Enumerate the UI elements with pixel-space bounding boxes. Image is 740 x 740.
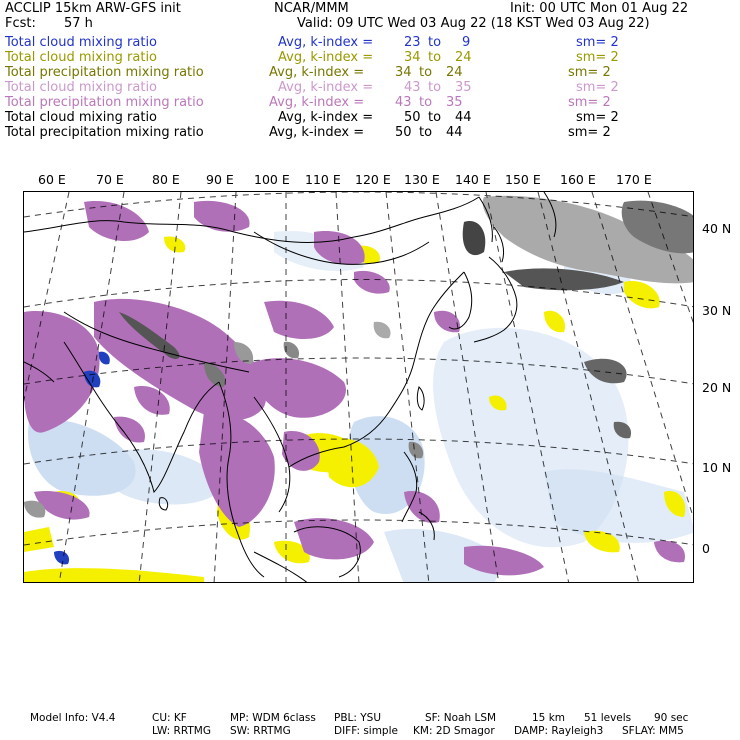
legend-k2: 9 — [462, 35, 471, 50]
legend-field: Total precipitation mixing ratio — [5, 65, 204, 80]
legend-k1: 23 — [404, 35, 421, 50]
lat-label: 0 — [702, 541, 710, 556]
legend-sm: sm= 2 — [568, 65, 611, 80]
legend-sm: sm= 2 — [568, 125, 611, 140]
legend-k2: 35 — [455, 80, 472, 95]
legend-to: to — [428, 110, 442, 125]
footer-item: SF: Noah LSM — [425, 712, 497, 724]
legend-sm: sm= 2 — [576, 50, 619, 65]
legend-field: Total cloud mixing ratio — [5, 110, 158, 125]
legend-field: Total cloud mixing ratio — [5, 35, 158, 50]
footer-item: LW: RRTMG — [152, 725, 211, 737]
footer-item: Model Info: V4.4 — [30, 712, 116, 724]
lon-label: 100 E — [254, 172, 290, 187]
legend-to: to — [428, 35, 442, 50]
legend-field: Total precipitation mixing ratio — [5, 95, 204, 110]
model-title: ACCLIP 15km ARW-GFS init — [5, 1, 181, 16]
lon-label: 90 E — [206, 172, 234, 187]
legend-k2: 44 — [455, 110, 472, 125]
lon-label: 120 E — [355, 172, 391, 187]
legend-stat: Avg, k-index = — [278, 80, 374, 95]
legend-sm: sm= 2 — [576, 80, 619, 95]
footer-item: SW: RRTMG — [230, 725, 291, 737]
legend-stat: Avg, k-index = — [278, 50, 374, 65]
footer-item: MP: WDM 6class — [230, 712, 316, 724]
legend-k1: 50 — [395, 125, 412, 140]
lon-label: 170 E — [616, 172, 652, 187]
legend-sm: sm= 2 — [576, 110, 619, 125]
legend-k2: 24 — [455, 50, 472, 65]
legend-stat: Avg, k-index = — [269, 125, 365, 140]
legend-k2: 35 — [446, 95, 463, 110]
legend-k2: 24 — [446, 65, 463, 80]
lat-label: 30 N — [702, 303, 732, 318]
legend-stat: Avg, k-index = — [269, 65, 365, 80]
legend-k1: 43 — [404, 80, 421, 95]
fcst-label: Fcst: — [5, 16, 36, 31]
lat-label: 10 N — [702, 460, 732, 475]
legend-k1: 43 — [395, 95, 412, 110]
legend-k1: 50 — [404, 110, 421, 125]
lat-label: 20 N — [702, 380, 732, 395]
map-panel — [23, 191, 694, 583]
legend-sm: sm= 2 — [576, 35, 619, 50]
legend-k2: 44 — [446, 125, 463, 140]
legend-to: to — [419, 65, 433, 80]
footer-item: 90 sec — [654, 712, 689, 724]
lon-label: 110 E — [305, 172, 341, 187]
legend-to: to — [419, 125, 433, 140]
footer-item: CU: KF — [152, 712, 187, 724]
legend-field: Total cloud mixing ratio — [5, 50, 158, 65]
lon-label: 70 E — [96, 172, 124, 187]
lon-label: 160 E — [560, 172, 596, 187]
legend-sm: sm= 2 — [568, 95, 611, 110]
legend-stat: Avg, k-index = — [269, 95, 365, 110]
lon-label: 150 E — [505, 172, 541, 187]
lon-label: 60 E — [38, 172, 66, 187]
legend-k1: 34 — [404, 50, 421, 65]
lon-label: 130 E — [404, 172, 440, 187]
footer-item: SFLAY: MM5 — [622, 725, 684, 737]
legend-k1: 34 — [395, 65, 412, 80]
org-label: NCAR/MMM — [274, 1, 349, 16]
legend-to: to — [428, 80, 442, 95]
legend-to: to — [428, 50, 442, 65]
map-canvas — [24, 192, 694, 583]
fcst-value: 57 h — [64, 16, 93, 31]
legend-field: Total precipitation mixing ratio — [5, 125, 204, 140]
footer-item: DAMP: Rayleigh3 — [514, 725, 604, 737]
lat-label: 40 N — [702, 221, 732, 236]
init-time: Init: 00 UTC Mon 01 Aug 22 — [510, 1, 689, 16]
legend-field: Total cloud mixing ratio — [5, 80, 158, 95]
lon-label: 80 E — [152, 172, 180, 187]
footer-item: 15 km — [532, 712, 566, 724]
legend-stat: Avg, k-index = — [278, 110, 374, 125]
valid-time: Valid: 09 UTC Wed 03 Aug 22 (18 KST Wed 03 Aug 22) — [297, 16, 650, 31]
footer-item: KM: 2D Smagor — [413, 725, 495, 737]
footer-item: DIFF: simple — [334, 725, 398, 737]
legend-stat: Avg, k-index = — [278, 35, 374, 50]
legend-to: to — [419, 95, 433, 110]
lon-label: 140 E — [455, 172, 491, 187]
footer-item: PBL: YSU — [334, 712, 382, 724]
footer-item: 51 levels — [584, 712, 632, 724]
